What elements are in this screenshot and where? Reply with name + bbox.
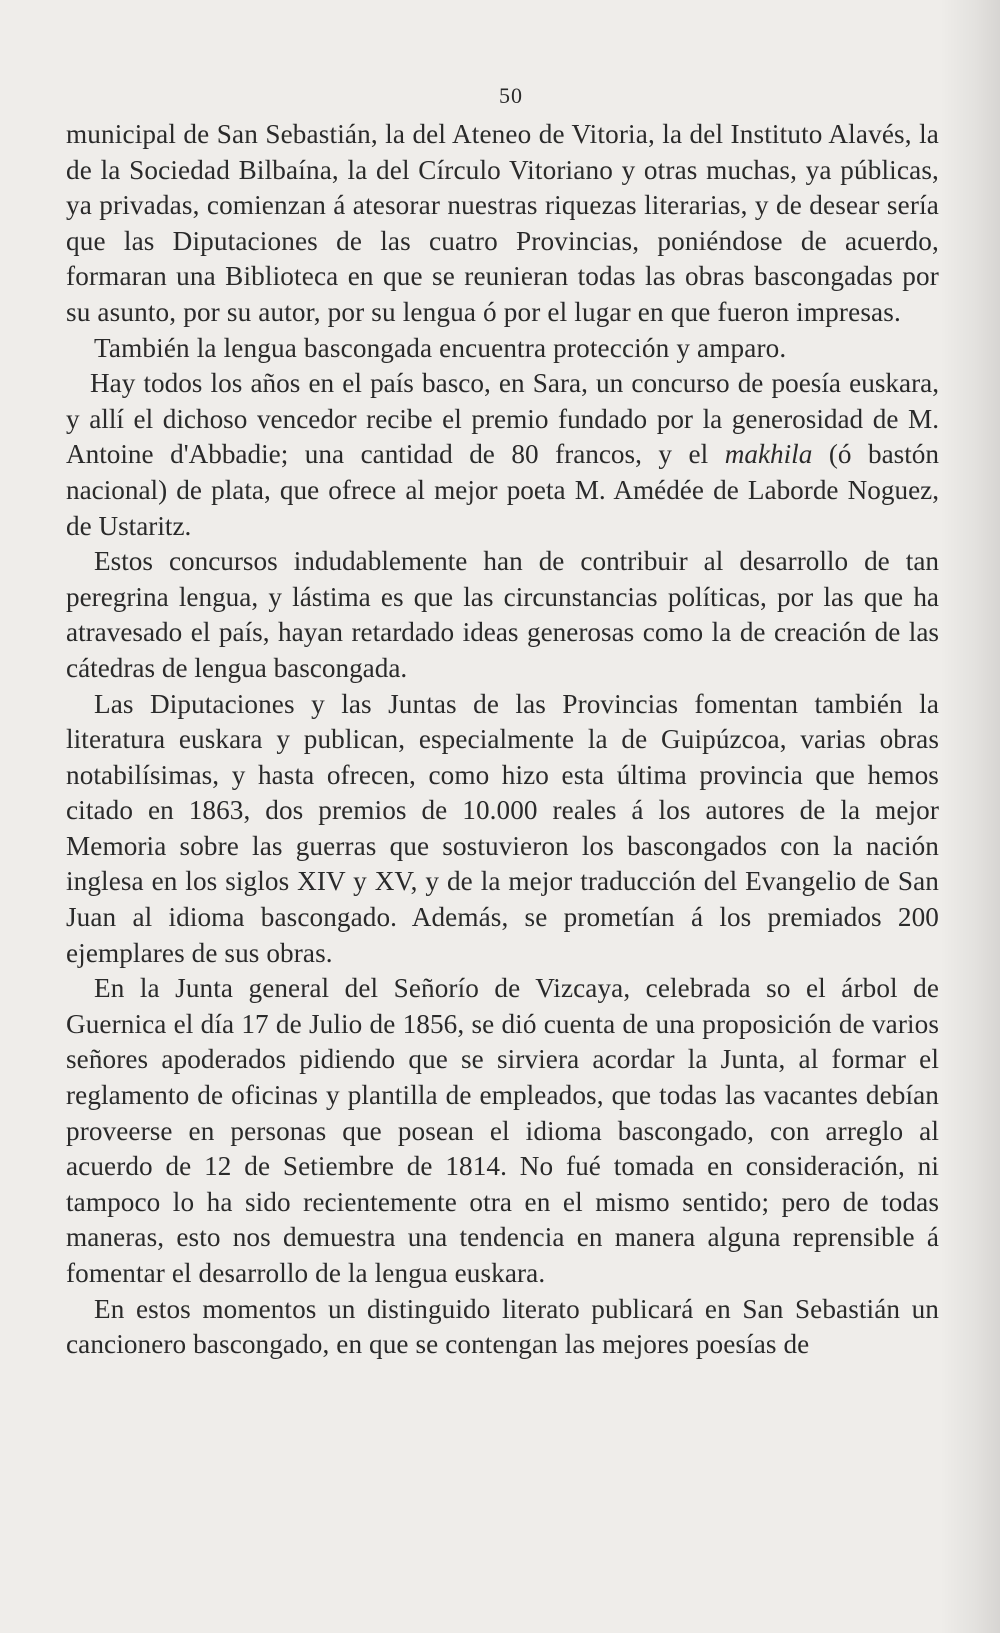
paragraph-poetry-contest: [66, 366, 939, 544]
paragraph-junta-vizcaya: En la Junta general del Señorío de Vizcaya, celebrada so el árbol de Guernica el día 17 de Julio de 1856, se dió cuenta de una proposición de varios señores apoderados pidiendo que se sirviera acordar la Junta, al formar el reglamento de oficinas y plantilla de empleados, que todas las vacantes debían proveerse en personas que posean el idioma bascongado, con arreglo al acuerdo de 12 de Setiembre de 1814. No fué tomada en consideración, ni tampoco lo ha sido recientemente otra en el mismo sentido; pero de todas maneras, esto nos demuestra una tendencia en manera alguna reprensible á fomentar el desarrollo de la lengua euskara.: [66, 973, 939, 1288]
paragraph-poetry-contest-part1: Hay todos los años en el país basco, en Sara, un concurso de poesía euskara, y allí el dichoso vencedor recibe el premio fundado por la generosidad de M. Antoine d'Abbadie; una cantidad de 80 francos, y el: [66, 368, 939, 470]
paragraph-cancionero: En estos momentos un distinguido literato publicará en San Sebastián un cancionero bascongado, en que se contengan las mejores poesías de: [66, 1293, 939, 1360]
paragraph-libraries: municipal de San Sebastián, la del Ateneo de Vitoria, la del Instituto Alavés, la de la Sociedad Bilbaína, la del Círculo Vitoriano y otras muchas, ya públicas, ya privadas, comienzan á atesorar nuestras riquezas literarias, y de desear sería que las Diputaciones de las cuatro Provincias, poniéndose de acuerdo, formaran una Biblioteca en que se reunieran todas las obras bascongadas por su asunto, por su autor, por su lengua ó por el lugar en que fueron impresas.: [66, 119, 939, 327]
paragraph-poetry-contest-part2: (ó bastón nacional) de plata, que ofrece al mejor poeta M. Amédée de Laborde Noguez, de Ustaritz.: [66, 439, 939, 541]
paragraph-protection: También la lengua bascongada encuentra protección y amparo.: [94, 332, 787, 363]
body-text: [66, 117, 939, 1363]
paragraph-contests: Estos concursos indudablemente han de contribuir al desarrollo de tan peregrina lengua, y lástima es que las circunstancias políticas, por las que ha atravesado el país, hayan retardado ideas generosas como la de creación de las cátedras de lengua bascongada.: [66, 546, 939, 683]
paragraph-diputaciones: Las Diputaciones y las Juntas de las Provincias fomentan también la literatura euskara y publican, especialmente la de Guipúzcoa, varias obras notabilísimas, y hasta ofrecen, como hizo esta última provincia que hemos citado en 1863, dos premios de 10.000 reales á los autores de la mejor Memoria sobre las guerras que sostuvieron los bascongados con la nación inglesa en los siglos XIV y XV, y de la mejor traducción del Evangelio de San Juan al idioma bascongado. Además, se prometían á los premiados 200 ejemplares de sus obras.: [66, 688, 939, 968]
page-number: 50: [499, 83, 523, 108]
makhila-term: makhila: [724, 439, 813, 470]
binding-shadow: [940, 0, 1000, 1633]
